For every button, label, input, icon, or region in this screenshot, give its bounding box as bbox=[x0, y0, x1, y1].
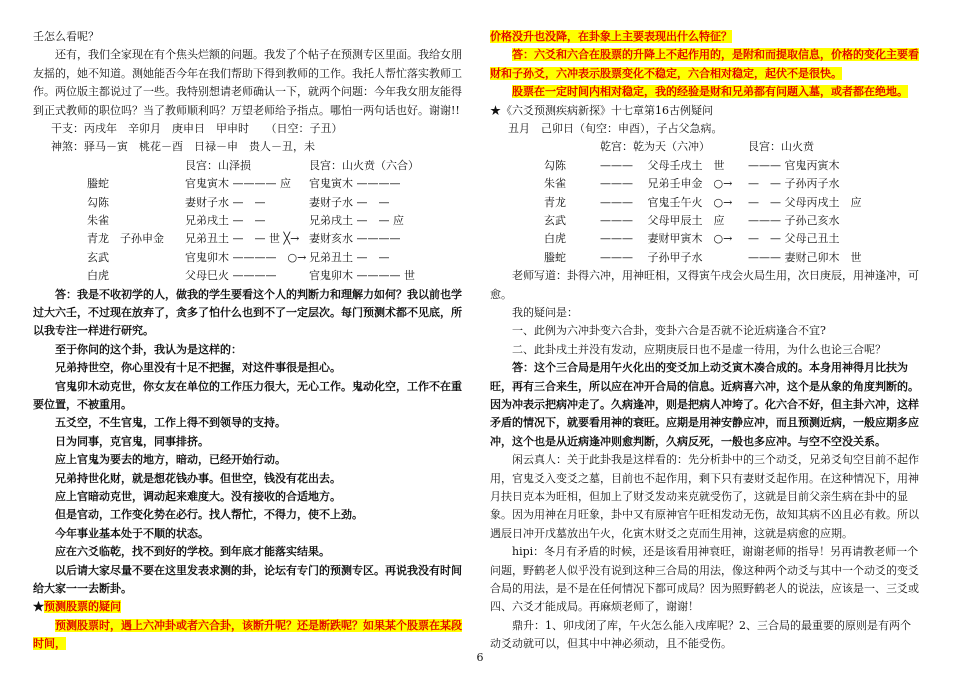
paragraph-text: 以后请大家尽量不要在这里发表求测的卦，论坛有专门的预测专区。再说我没有时间给大家一一去断卦。 bbox=[33, 563, 462, 596]
hexagram-cell: 兄弟丑土 — — 世 ╳→ bbox=[185, 232, 300, 246]
paragraph bbox=[490, 304, 920, 322]
hexagram-cell: 官鬼卯木 ———— 世 bbox=[309, 269, 415, 283]
hexagram-row bbox=[490, 138, 920, 156]
hexagram-cell: 青龙 bbox=[544, 195, 566, 209]
hexagram-row bbox=[33, 194, 463, 212]
hexagram-cell: 艮宫：山泽损 bbox=[185, 158, 251, 172]
paragraph bbox=[490, 46, 920, 83]
paragraph bbox=[33, 451, 463, 469]
hexagram-cell: 官鬼卯木 ———— ○→ bbox=[185, 250, 307, 264]
hexagram-cell: — — 父母己丑土 bbox=[748, 232, 840, 246]
paragraph bbox=[490, 102, 920, 120]
paragraph-text: 预测股票时，遇上六冲卦或者六合卦，该断升呢？还是断跌呢？如果某个股票在某段时间， bbox=[33, 618, 462, 651]
page-number: 6 bbox=[476, 651, 484, 664]
paragraph bbox=[490, 322, 920, 340]
paragraph bbox=[33, 543, 463, 561]
paragraph bbox=[490, 28, 920, 46]
hexagram-row bbox=[33, 230, 463, 248]
paragraph-text: 但是官动，工作变化势在必行。找人帮忙，不得力，使不上劲。 bbox=[55, 508, 363, 522]
hexagram-cell: 螣蛇 bbox=[87, 177, 109, 191]
hexagram-row bbox=[490, 157, 920, 175]
hexagram-cell: 官鬼寅木 ———— 应 bbox=[185, 177, 291, 191]
paragraph-text: 壬怎么看呢？ bbox=[33, 30, 99, 43]
hexagram-cell: — — 父母丙戌土 应 bbox=[748, 195, 862, 209]
hexagram-cell: 艮宫：山火贲 bbox=[748, 140, 814, 154]
hexagram-cell: ——— 兄弟壬申金 ○→ bbox=[600, 177, 733, 191]
star-icon: ★ bbox=[33, 600, 44, 614]
paragraph bbox=[33, 525, 463, 543]
hexagram-cell: ——— 官鬼壬午火 ○→ bbox=[600, 195, 733, 209]
paragraph-text: 闲云真人：关于此卦我是这样看的：先分析卦中的三个动爻，兄弟爻旬空目前不起作用，官鬼爻入变爻之墓，目前也不起作用，剩下只有妻财爻起作用。在这种情况下，用神月扶日克本为旺相，但加上了财爻发动来克就受伤了，这就是目前父亲生病在卦中的显象。因为用神在月旺象，卦中又有原神官午旺相发动无伤，故知其病不凶且必有救。所以遇辰日冲开戊墓放出午火，化寅木财爻之克而生用神，这就是病愈的应期。 bbox=[490, 453, 919, 540]
hexagram-row bbox=[490, 230, 920, 248]
hexagram-cell: 白虎 bbox=[544, 232, 566, 246]
hexagram-row bbox=[33, 249, 463, 267]
hexagram-cell: 父母巳火 ———— bbox=[185, 269, 277, 283]
paragraph bbox=[33, 470, 463, 488]
hexagram-cell: 兄弟戌土 — — bbox=[185, 213, 266, 227]
paragraph-text: 至于你问的这个卦，我认为是这样的： bbox=[55, 342, 242, 356]
paragraph-text: 一、此例为六冲卦变六合卦，变卦六合是否就不论近病逢合不宜? bbox=[512, 324, 826, 338]
paragraph bbox=[490, 267, 920, 304]
hexagram-cell: 朱雀 bbox=[87, 213, 109, 227]
paragraph-text: 答：我是不收初学的人，做我的学生要看这个人的判断力和理解力如何？我以前也学过大六壬，不过现在放弃了，贪多了怕什么也到不了一定层次。每门预测术都不见底，所以我专注一样进行研究。 bbox=[33, 287, 462, 338]
paragraph bbox=[490, 617, 920, 654]
hexagram-cell: 艮宫：山火贲（六合） bbox=[309, 158, 419, 172]
hexagram-cell: 勾陈 bbox=[87, 195, 109, 209]
hexagram-cell: 玄武 bbox=[544, 213, 566, 227]
paragraph-text: 我的疑问是： bbox=[512, 305, 578, 319]
paragraph bbox=[33, 562, 463, 599]
hexagram-row bbox=[490, 212, 920, 230]
paragraph bbox=[490, 451, 920, 543]
paragraph bbox=[490, 341, 920, 359]
left-column bbox=[33, 28, 463, 654]
paragraph bbox=[33, 433, 463, 451]
paragraph bbox=[490, 359, 920, 451]
hexagram-cell: 妻财亥水 ———— bbox=[309, 232, 401, 246]
paragraph bbox=[33, 414, 463, 432]
hexagram-row bbox=[33, 175, 463, 193]
paragraph bbox=[33, 341, 463, 359]
paragraph-text: 二、此卦戌土并没有发动，应期庚辰日也不是虚一待用，为什么也论三合呢？ bbox=[512, 342, 886, 356]
paragraph-text: 还有，我们全家现在有个焦头烂额的问题。我发了个帖子在预测专区里面。我给女朋友摇的，她不知道。测她能否今年在我们帮助下得到教师的工作。我托人帮忙落实教师工作。两位版主都说过了一些。我特别想请老师确认一下，就两个问题：今年我女朋友能得到正式教师的职位吗？当了教师顺利吗？万望老师给予指点。哪怕一两句话也好。谢谢!! bbox=[33, 48, 462, 117]
hexagram-row bbox=[33, 212, 463, 230]
section-heading bbox=[33, 598, 463, 616]
paragraph bbox=[33, 286, 463, 341]
paragraph-text: 股票在一定时间内相对稳定，我的经验是财和兄弟都有问题入墓，或者都在绝地。 bbox=[512, 85, 908, 99]
paragraph-text: 应上官鬼为要去的地方，暗动，已经开始行动。 bbox=[55, 453, 286, 467]
hexagram-cell: 乾宫：乾为天（六冲） bbox=[600, 140, 710, 154]
info-line: 干支：丙戌年 辛卯月 庚申日 甲申时 （日空：子丑） bbox=[51, 122, 343, 136]
paragraph-text: 应上官暗动克世，调动起来难度大。没有接收的合适地方。 bbox=[55, 490, 341, 504]
right-column bbox=[490, 28, 920, 654]
paragraph-text: 答：这个三合局是用午火化出的变爻加上动爻寅木凑合成的。本身用神得月比扶为旺，再有三合来生，所以应在冲开合局的信息。近病喜六冲，这个是从象的角度判断的。因为冲表示把病冲走了。久病逢冲，则是把病人冲垮了。化六合不好，但主卦六冲，这样矛盾的情况下，就要看用神的衰旺。应期是用神安静应冲，而且预测近病，一般应期多应冲，这个也是从近病逢冲则愈判断，久病反死，一般也多应冲。与空不空没关系。 bbox=[490, 361, 919, 448]
paragraph-text: 兄弟持世空，你心里没有十足不把握，对这件事很是担心。 bbox=[55, 361, 341, 375]
paragraph-text: 五爻空，不生官鬼，工作上得不到领导的支持。 bbox=[55, 416, 286, 430]
paragraph bbox=[33, 359, 463, 377]
hexagram-cell: 妻财子水 — — bbox=[309, 195, 390, 209]
heading-text: 预测股票的疑问 bbox=[44, 600, 121, 614]
hexagram-cell: ——— 父母甲辰土 应 bbox=[600, 213, 725, 227]
hexagram-cell: — — 子孙丙子水 bbox=[748, 177, 840, 191]
paragraph bbox=[33, 506, 463, 524]
paragraph-text: 官鬼卯木动克世，你女友在单位的工作压力很大，无心工作。鬼动化空，工作不在重要位置，不被重用。 bbox=[33, 379, 462, 411]
paragraph-text: 鼎升：1、卯戌闭了库，午火怎么能入戌库呢？2、三合局的最重要的原则是有两个动爻动就可以，但其中中神必须动，且不能受伤。 bbox=[490, 618, 911, 651]
paragraph bbox=[33, 28, 463, 46]
paragraph bbox=[33, 488, 463, 506]
paragraph bbox=[490, 543, 920, 617]
hexagram-cell: 兄弟丑土 — — bbox=[309, 250, 390, 264]
hexagram-cell: ——— 父母壬戌土 世 bbox=[600, 158, 725, 172]
paragraph-text: 价格没升也没降，在卦象上主要表现出什么特征？ bbox=[490, 30, 732, 43]
hexagram-cell: 白虎 bbox=[87, 269, 109, 283]
paragraph-text: 应在六爻临乾，找不到好的学校。到年底才能落实结果。 bbox=[55, 545, 330, 559]
paragraph bbox=[33, 46, 463, 120]
hexagram-row bbox=[490, 249, 920, 267]
hexagram-cell: 朱雀 bbox=[544, 177, 566, 191]
paragraph-text: 今年事业基本处于不顺的状态。 bbox=[55, 526, 209, 540]
hexagram-row bbox=[33, 157, 463, 175]
hexagram-cell: ——— 官鬼丙寅木 bbox=[748, 158, 840, 172]
hexagram-cell: 兄弟戌土 — — 应 bbox=[309, 213, 404, 227]
hexagram-cell: ——— 妻财甲寅木 ○→ bbox=[600, 232, 733, 246]
hexagram-cell: 妻财子水 — — bbox=[185, 195, 266, 209]
hexagram-cell: ——— 妻财己卯木 世 bbox=[748, 250, 862, 264]
hexagram-row bbox=[33, 267, 463, 285]
paragraph bbox=[490, 83, 920, 101]
info-line: 神煞：驿马－寅 桃花－酉 日禄－申 贵人－丑，未 bbox=[51, 140, 315, 154]
paragraph-text: hipi：冬月有矛盾的时候，还是该看用神衰旺，谢谢老师的指导！另再请教老师一个问题，野鹤老人似乎没有说到这种三合局的用法，像这种两个动爻与其中一个动爻的变爻合局的用法，是不是在任何情况下都可成局？因为照野鹤老人的说法，应该是一、三爻或四、六爻才能成局。再麻烦老师了，谢谢！ bbox=[490, 545, 919, 614]
hexagram-row bbox=[490, 175, 920, 193]
paragraph-text: 日为同事，克官鬼，同事排挤。 bbox=[55, 434, 209, 448]
hexagram-cell: 青龙 子孙申金 bbox=[87, 232, 164, 246]
info-line: 丑月 己卯日（旬空：申酉），子占父急病。 bbox=[508, 122, 723, 136]
hexagram-cell: 官鬼寅木 ———— bbox=[309, 177, 401, 191]
hexagram-cell: 螣蛇 bbox=[544, 250, 566, 264]
paragraph-text: 兄弟持世化财，就是想花钱办事。但世空，钱没有花出去。 bbox=[55, 471, 341, 485]
paragraph bbox=[33, 378, 463, 415]
hexagram-cell: ——— 子孙己亥水 bbox=[748, 213, 840, 227]
hexagram-cell: 勾陈 bbox=[544, 158, 566, 172]
paragraph-text: 答：六爻和六合在股票的升降上不起作用的，是附和而提取信息，价格的变化主要看财和子孙爻，六冲表示股票变化不稳定，六合相对稳定，起伏不是很快。 bbox=[490, 48, 919, 80]
paragraph bbox=[33, 617, 463, 654]
hexagram-row bbox=[490, 194, 920, 212]
hexagram-cell: 玄武 bbox=[87, 250, 109, 264]
paragraph-text: ★《六爻预测疾病新探》十七章第16古例疑问 bbox=[490, 103, 713, 117]
hexagram-cell: ——— 子孙甲子水 bbox=[600, 250, 703, 264]
paragraph-text: 老师写道：卦得六冲，用神旺相，又得寅午戌会火局生用，次日庚辰，用神逢冲，可愈。 bbox=[490, 269, 919, 301]
